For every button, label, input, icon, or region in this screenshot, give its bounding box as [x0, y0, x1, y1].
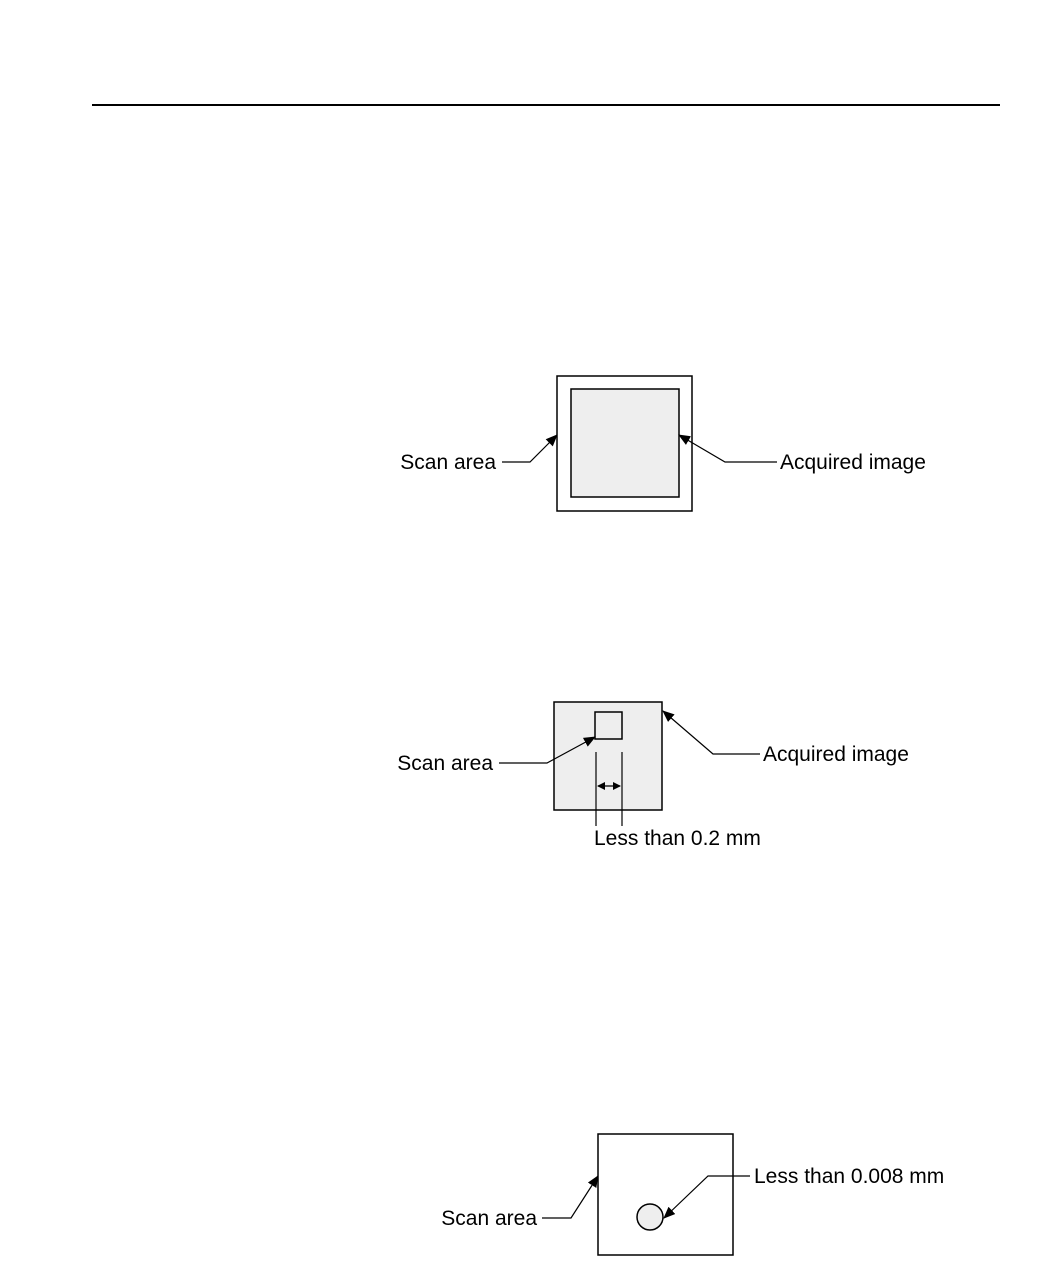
fig2-scan-area-box: [595, 712, 622, 739]
fig3-scan-area-label: Scan area: [441, 1207, 537, 1230]
fig1-scan-area-label: Scan area: [400, 451, 496, 474]
fig1-acquired-image-box: [571, 389, 679, 497]
fig1-acquired-image-label: Acquired image: [780, 451, 926, 474]
fig3-scan-area-leader: [542, 1176, 598, 1218]
figure-1-scan-area-larger: [400, 376, 926, 511]
figure-2-scan-area-small: [397, 702, 909, 850]
fig3-acquired-point: [637, 1204, 663, 1230]
fig2-acquired-image-label: Acquired image: [763, 743, 909, 766]
fig2-scan-area-label: Scan area: [397, 752, 493, 775]
fig2-acquired-image-leader: [663, 711, 760, 754]
fig1-scan-area-leader: [502, 435, 557, 462]
fig2-dimension-label: Less than 0.2 mm: [594, 827, 761, 850]
fig3-scan-area-box: [598, 1134, 733, 1255]
figure-3-scan-area-point: [441, 1134, 944, 1255]
fig3-size-label: Less than 0.008 mm: [754, 1165, 945, 1188]
fig1-acquired-image-leader: [679, 435, 777, 462]
